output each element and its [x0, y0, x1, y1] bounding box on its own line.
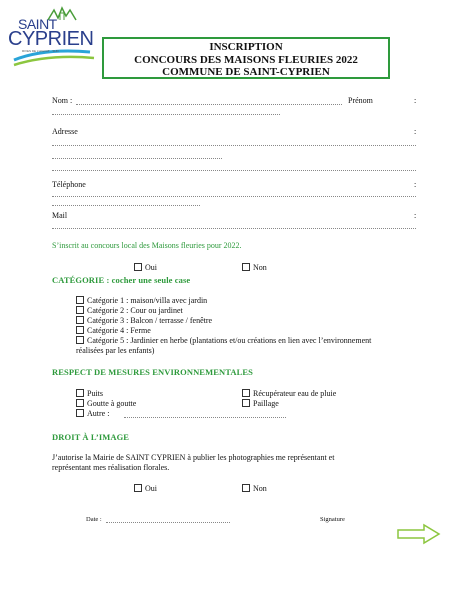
- categorie-item-4[interactable]: [76, 326, 151, 336]
- nom-field-line-2[interactable]: [52, 114, 280, 115]
- inscription-non-label: Non: [253, 263, 267, 272]
- categorie-item-5[interactable]: [76, 336, 371, 346]
- droit-oui-option[interactable]: [134, 484, 157, 494]
- date-label: Date :: [86, 516, 102, 523]
- droit-non-option[interactable]: [242, 484, 267, 494]
- respect-paillage-option[interactable]: [242, 399, 279, 409]
- respect-recuperateur-option[interactable]: [242, 389, 336, 399]
- respect-paillage-label: Paillage: [253, 399, 279, 408]
- inscription-oui-label: Oui: [145, 263, 157, 272]
- adresse-field-line-3[interactable]: [52, 170, 416, 171]
- respect-goutte-option[interactable]: [76, 399, 136, 409]
- respect-goutte-label: Goutte à goutte: [87, 399, 137, 408]
- respect-autre-field[interactable]: [124, 417, 286, 418]
- categorie-item-3[interactable]: [76, 316, 212, 326]
- checkbox-icon[interactable]: [76, 296, 84, 304]
- adresse-colon: :: [414, 127, 417, 136]
- mail-field[interactable]: [52, 228, 416, 229]
- logo-tagline: RIVES DE L'AGOUT · SUD: [22, 49, 59, 53]
- checkbox-icon[interactable]: [76, 316, 84, 324]
- respect-puits-option[interactable]: [76, 389, 103, 399]
- checkbox-icon[interactable]: [76, 306, 84, 314]
- categorie-item-label: Catégorie 5 : Jardinier en herbe (plantations et/ou créations en lien avec l’environnement: [87, 336, 372, 345]
- categorie-item-label: Catégorie 1 : maison/villa avec jardin: [87, 296, 208, 305]
- logo-text-cyprien: CYPRIEN: [8, 28, 94, 50]
- telephone-colon: :: [414, 180, 417, 189]
- respect-autre-option[interactable]: [76, 409, 109, 419]
- checkbox-icon[interactable]: [242, 399, 250, 407]
- categorie-item-label: Catégorie 4 : Ferme: [87, 326, 151, 335]
- respect-recuperateur-label: Récupérateur eau de pluie: [253, 389, 337, 398]
- categorie-item-label: Catégorie 3 : Balcon / terrasse / fenêtre: [87, 316, 213, 325]
- categorie-item-label: Catégorie 2 : Cour ou jardinet: [87, 306, 183, 315]
- droit-heading: DROIT À L’IMAGE: [52, 432, 130, 442]
- categorie-item-5-continued: réalisées par les enfants): [76, 346, 155, 355]
- inscription-non-option[interactable]: [242, 263, 267, 273]
- inscription-text: S’inscrit au concours local des Maisons fleuries pour 2022.: [52, 241, 242, 250]
- respect-autre-label: Autre :: [87, 409, 110, 418]
- droit-text-line-1: J’autorise la Mairie de SAINT CYPRIEN à publier les photographies me représentant et: [52, 453, 335, 462]
- droit-text-line-2: représentant mes réalisation florales.: [52, 463, 170, 472]
- logo-text-saint: SAINT: [18, 16, 57, 32]
- checkbox-icon[interactable]: [134, 263, 142, 271]
- checkbox-icon[interactable]: [76, 389, 84, 397]
- categorie-heading: CATÉGORIE : cocher une seule case: [52, 275, 191, 285]
- categorie-item-2[interactable]: [76, 306, 183, 316]
- adresse-field-line-2[interactable]: [52, 158, 222, 159]
- respect-heading: RESPECT DE MESURES ENVIRONNEMENTALES: [52, 367, 253, 377]
- nom-field[interactable]: [76, 104, 342, 105]
- title-line-1: INSCRIPTION: [209, 41, 283, 53]
- mail-label: Mail: [52, 211, 68, 220]
- checkbox-icon[interactable]: [76, 409, 84, 417]
- logo: [4, 4, 104, 70]
- prenom-label: Prénom: [348, 96, 373, 105]
- next-page-arrow-icon: [396, 523, 442, 545]
- title-line-3: COMMUNE DE SAINT-CYPRIEN: [162, 66, 330, 78]
- categorie-item-1[interactable]: [76, 296, 207, 306]
- inscription-oui-option[interactable]: [134, 263, 157, 273]
- adresse-label: Adresse: [52, 127, 78, 136]
- checkbox-icon[interactable]: [242, 263, 250, 271]
- droit-oui-label: Oui: [145, 484, 157, 493]
- checkbox-icon[interactable]: [242, 389, 250, 397]
- adresse-field[interactable]: [52, 145, 416, 146]
- prenom-colon: :: [414, 96, 417, 105]
- checkbox-icon[interactable]: [76, 326, 84, 334]
- telephone-label: Téléphone: [52, 180, 86, 189]
- nom-label: Nom :: [52, 96, 73, 105]
- checkbox-icon[interactable]: [134, 484, 142, 492]
- title-box: [102, 37, 390, 79]
- telephone-field[interactable]: [52, 196, 416, 197]
- droit-non-label: Non: [253, 484, 267, 493]
- signature-label: Signature: [320, 516, 345, 523]
- checkbox-icon[interactable]: [76, 336, 84, 344]
- date-field[interactable]: [106, 522, 230, 523]
- respect-puits-label: Puits: [87, 389, 104, 398]
- telephone-field-line-2[interactable]: [52, 205, 200, 206]
- checkbox-icon[interactable]: [242, 484, 250, 492]
- checkbox-icon[interactable]: [76, 399, 84, 407]
- title-line-2: CONCOURS DES MAISONS FLEURIES 2022: [134, 53, 358, 66]
- mail-colon: :: [414, 211, 417, 220]
